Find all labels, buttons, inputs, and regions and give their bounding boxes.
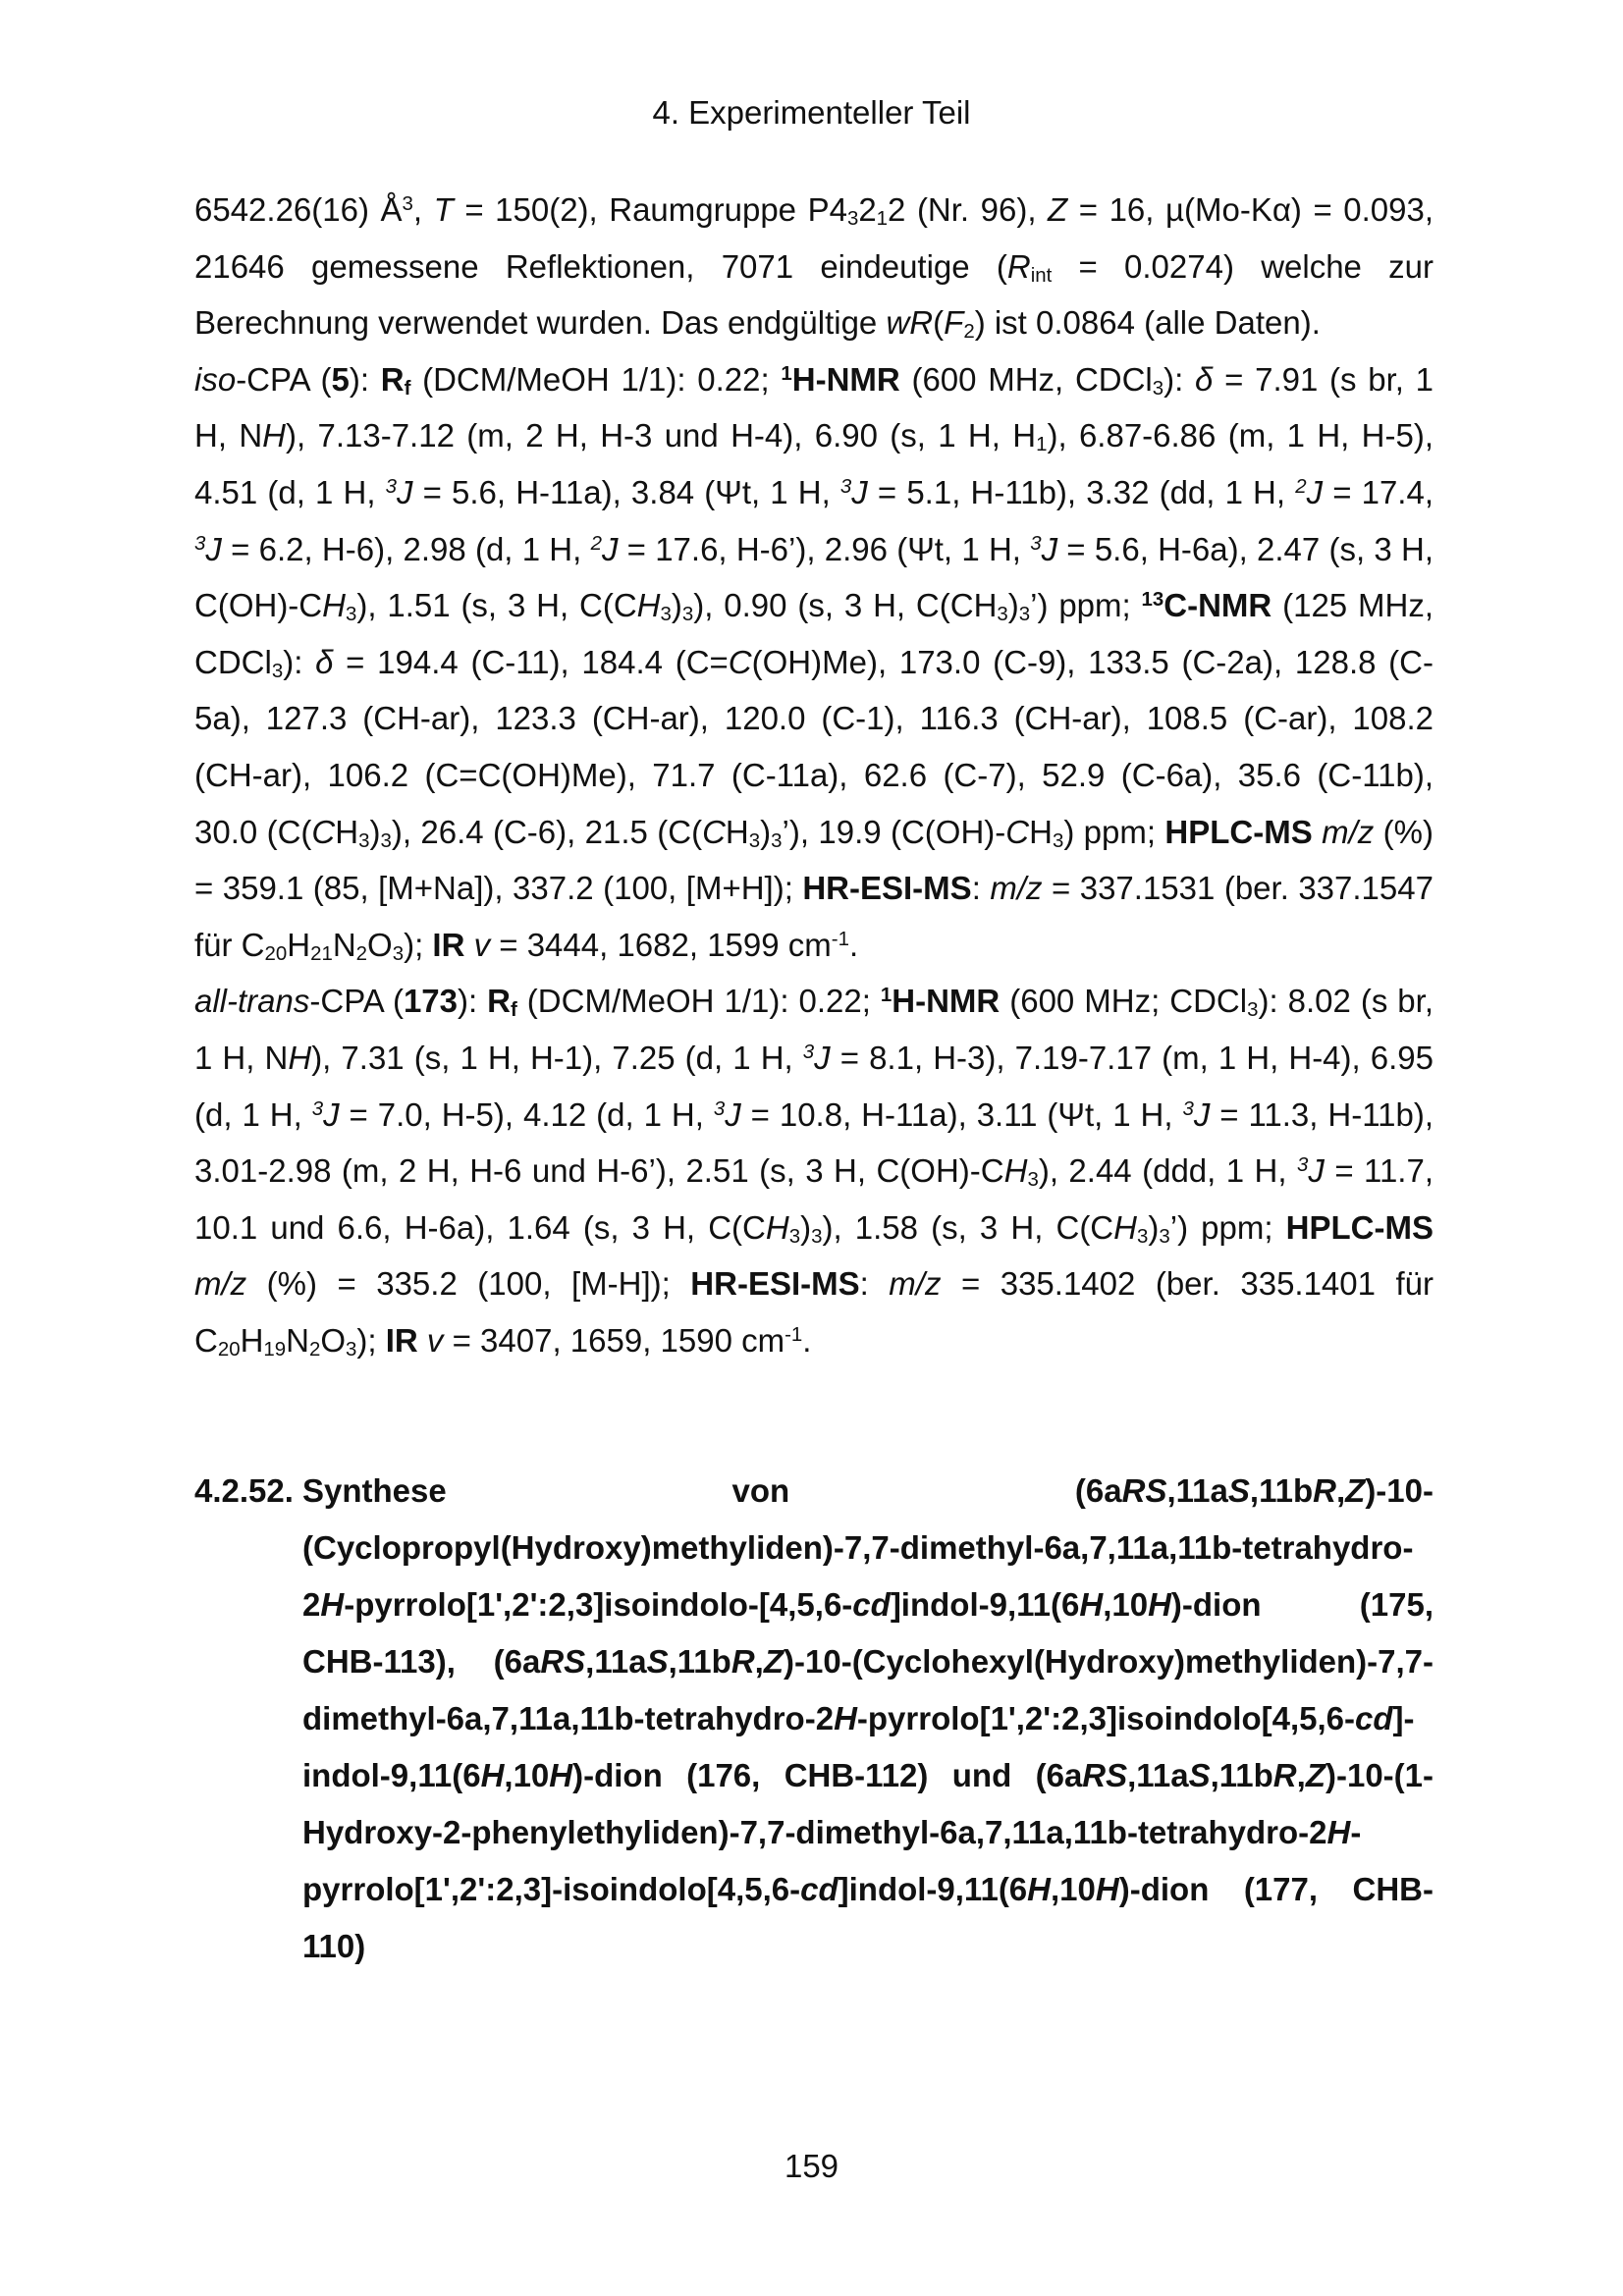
iso-cpa-data-paragraph: iso-CPA (5): $R_f$ (DCM/MeOH 1/1): 0.22; $^1$H-NMR (600 MHz, CDCl$_3$): δ = 7.91 (s br, 1 H, NH), 7.13-7.12 (m, 2 H, H-3 und H-4), 6.90 (s, 1 H, $H_1$), 6.87-6.86 (m, 1 H, H-5), 4.51 (d, 1 H, $^3$J = 5.6, H-11a), 3.84 (Ψt, 1 H, $^3$J = 5.1, H-11b), 3.32 (dd, 1 H, $^2$J = 17.4, $^3$J = 6.2, H-6), 2.98 (d, 1 H, $^2$J = 17.6, H-6’), 2.96 (Ψt, 1 H, $^3$J = 5.6, H-6a), 2.47 (s, 3 H, $C(OH)-CH_3$), 1.51 (s, 3 H, $C(CH_3)_3$), 0.90 (s, 3 H, $C(CH_3)_3$’) ppm; $^{13}$C-NMR (125 MHz, CDCl$_3$): δ = 194.4 (C-11), 184.4 (C=C(OH)Me), 173.0 (C-9), 133.5 (C-2a), 128.8 (C-5a), 127.3 (CH-ar), 123.3 (CH-ar), 120.0 (C-1), 116.3 (CH-ar), 108.5 (C-ar), 108.2 (CH-ar), 106.2 (C=C(OH)Me), 71.7 (C-11a), 62.6 (C-7), 52.9 (C-6a), 35.6 (C-11b), 30.0 $(C(CH_3)_3)$, 26.4 (C-6), 21.5 $(C(CH_3)_3’)$, 19.9 $(C(OH)-CH_3)$ ppm; HPLC-MS m/z (%) = 359.1 (85, [M+Na]), 337.2 (100, [M+H]); HR-ESI-MS: m/z = 337.1531 (ber. 337.1547 für $C_{20}H_{21}N_2O_3$); IR v = 3444, 1682, 1599 $cm^{-1}$. (194, 360, 1434, 965)
section-heading (194, 1463, 1434, 1975)
crystal-data-paragraph: 6542.26(16) $Å^3$, T = 150(2), Raumgruppe $P4_32_12$ (Nr. 96), Z = 16, µ(Mo-Kα) = 0.093, 21646 gemessene Reflektionen, 7071 eindeutige $(R_{int} = 0.0274)$ welche zur Berechnung verwendet wurden. Das endgültige $wR(F_2)$ ist 0.0864 (alle Daten). (194, 191, 1434, 344)
body-text (194, 182, 1434, 1368)
section-number: 4.2.52. (194, 1472, 294, 1509)
page-number: 159 (784, 2148, 839, 2184)
all-trans-cpa-data-paragraph: all-trans-CPA (173): $R_f$ (DCM/MeOH 1/1): 0.22; $^1$H-NMR (600 MHz; CDCl$_3$): 8.02 (s br, 1 H, NH), 7.31 (s, 1 H, H-1), 7.25 (d, 1 H, $^3$J = 8.1, H-3), 7.19-7.17 (m, 1 H, H-4), 6.95 (d, 1 H, $^3$J = 7.0, H-5), 4.12 (d, 1 H, $^3$J = 10.8, H-11a), 3.11 (Ψt, 1 H, $^3$J = 11.3, H-11b), 3.01-2.98 (m, 2 H, H-6 und H-6’), 2.51 (s, 3 H, $C(OH)-CH_3$), 2.44 (ddd, 1 H, $^3$J = 11.7, 10.1 und 6.6, H-6a), 1.64 (s, 3 H, $C(CH_3)_3$), 1.58 (s, 3 H, $C(CH_3)_3$’) ppm; HPLC-MS m/z (%) = 335.2 (100, [M-H]); HR-ESI-MS: m/z = 335.1402 (ber. 335.1401 für $C_{20}H_{19}N_2O_3$); IR v = 3407, 1659, 1590 $cm^{-1}$. (194, 983, 1434, 1361)
page-header: 4. Experimenteller Teil (652, 94, 971, 131)
section-title: Synthese von (6aRS,11aS,11bR,Z)-10-(Cyclopropyl(Hydroxy)methyliden)-7,7-dimethyl-6a,7,11a,11b-tetrahydro-2H-pyrrolo[1',2':2,3]isoindolo-[4,5,6-cd]indol-9,11(6H,10H)-dion (175, CHB-113), (6aRS,11aS,11bR,Z)-10-(Cyclohexyl(Hydroxy)methyliden)-7,7-dimethyl-6a,7,11a,11b-tetrahydro-2H-pyrrolo[1',2':2,3]isoindolo[4,5,6-cd]-indol-9,11(6H,10H)-dion (176, CHB-112) und (6aRS,11aS,11bR,Z)-10-(1-Hydroxy-2-phenylethyliden)-7,7-dimethyl-6a,7,11a,11b-tetrahydro-2H-pyrrolo[1',2':2,3]-isoindolo[4,5,6-cd]indol-9,11(6H,10H)-dion (177, CHB-110) (302, 1472, 1434, 1964)
